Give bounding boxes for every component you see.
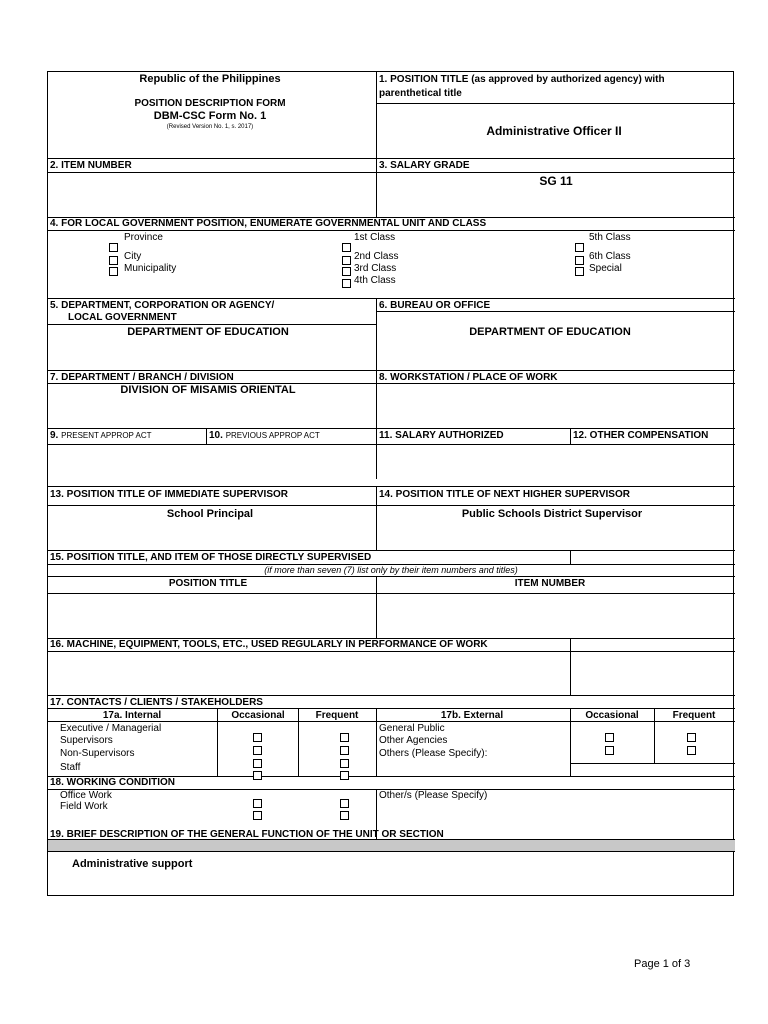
divider	[376, 576, 377, 638]
divider	[376, 311, 735, 312]
frequent-header-external: Frequent	[672, 710, 716, 721]
section-14-label: 14. POSITION TITLE OF NEXT HIGHER SUPERVISOR	[379, 489, 630, 500]
unit-province: Province	[124, 232, 163, 243]
section-2-label: 2. ITEM NUMBER	[50, 160, 132, 171]
divider	[654, 708, 655, 763]
divider	[48, 428, 735, 429]
divider	[376, 103, 735, 104]
divider	[48, 486, 735, 487]
class-special: Special	[589, 263, 622, 274]
section-10-text: PREVIOUS APPROP ACT	[225, 431, 320, 440]
checkbox-field-work-occasional[interactable]	[253, 811, 262, 820]
internal-supervisors: Supervisors	[60, 735, 113, 746]
internal-non-supervisors: Non-Supervisors	[60, 748, 135, 759]
checkbox-general-public-frequent[interactable]	[687, 733, 696, 742]
divider	[48, 695, 735, 696]
checkbox-city[interactable]	[109, 256, 118, 265]
class-5th: 5th Class	[589, 232, 631, 243]
form-name: POSITION DESCRIPTION FORM	[134, 98, 286, 109]
shaded-band	[48, 839, 735, 851]
checkbox-staff-occasional[interactable]	[253, 771, 262, 780]
section-9-text: PRESENT APPROP ACT	[61, 431, 152, 440]
section-1-label-2: parenthetical title	[379, 88, 462, 99]
divider	[48, 721, 735, 722]
section-15-label: 15. POSITION TITLE, AND ITEM OF THOSE DIRECTLY SUPERVISED	[50, 552, 372, 563]
form-number: DBM-CSC Form No. 1	[153, 110, 267, 122]
divider	[48, 324, 376, 325]
external-header: 17b. External	[440, 710, 504, 721]
checkbox-executive-occasional[interactable]	[253, 733, 262, 742]
division-value[interactable]: DIVISION OF MISAMIS ORIENTAL	[120, 384, 296, 396]
unit-municipality: Municipality	[124, 263, 177, 274]
divider	[570, 708, 571, 776]
class-3rd: 3rd Class	[354, 263, 397, 274]
checkbox-6th-class[interactable]	[575, 256, 584, 265]
divider	[48, 230, 735, 231]
checkbox-non-supervisors-frequent[interactable]	[340, 759, 349, 768]
section-5-label-2: LOCAL GOVERNMENT	[68, 312, 177, 323]
checkbox-executive-frequent[interactable]	[340, 733, 349, 742]
divider	[570, 550, 571, 564]
checkbox-3rd-class[interactable]	[342, 267, 351, 276]
section-19-label: 19. BRIEF DESCRIPTION OF THE GENERAL FUNCTION OF THE UNIT OR SECTION	[50, 829, 444, 840]
divider	[48, 444, 735, 445]
col-position-title: POSITION TITLE	[168, 578, 248, 589]
frequent-header-internal: Frequent	[315, 710, 359, 721]
section-17-label: 17. CONTACTS / CLIENTS / STAKEHOLDERS	[50, 697, 263, 708]
checkbox-special[interactable]	[575, 267, 584, 276]
section-13-label: 13. POSITION TITLE OF IMMEDIATE SUPERVISOR	[50, 489, 288, 500]
class-4th: 4th Class	[354, 275, 396, 286]
section-7-label: 7. DEPARTMENT / BRANCH / DIVISION	[50, 372, 234, 383]
checkbox-municipality[interactable]	[109, 267, 118, 276]
checkbox-province[interactable]	[109, 243, 118, 252]
section-3-label: 3. SALARY GRADE	[379, 160, 470, 171]
divider	[570, 763, 735, 764]
checkbox-staff-frequent[interactable]	[340, 771, 349, 780]
general-function-value[interactable]: Administrative support	[72, 858, 193, 870]
checkbox-non-supervisors-occasional[interactable]	[253, 759, 262, 768]
section-9-number: 9.	[50, 430, 59, 441]
divider	[48, 370, 735, 371]
bureau-value[interactable]: DEPARTMENT OF EDUCATION	[469, 326, 631, 338]
immediate-supervisor-value[interactable]: School Principal	[166, 508, 254, 520]
col-item-number: ITEM NUMBER	[514, 578, 586, 589]
divider	[48, 576, 735, 577]
internal-executive: Executive / Managerial	[60, 723, 162, 734]
checkbox-general-public-occasional[interactable]	[605, 733, 614, 742]
divider	[376, 298, 377, 479]
internal-header: 17a. Internal	[102, 710, 162, 721]
checkbox-office-work-occasional[interactable]	[253, 799, 262, 808]
section-8-label: 8. WORKSTATION / PLACE OF WORK	[379, 372, 558, 383]
section-15-note: (if more than seven (7) list only by their item numbers and titles)	[264, 565, 518, 575]
checkbox-other-agencies-occasional[interactable]	[605, 746, 614, 755]
divider	[48, 708, 735, 709]
divider	[298, 708, 299, 776]
condition-other: Other/s (Please Specify)	[379, 790, 488, 801]
condition-office-work: Office Work	[60, 790, 112, 801]
section-9-label	[50, 431, 152, 441]
checkbox-supervisors-frequent[interactable]	[340, 746, 349, 755]
revised-note: (Revised Version No. 1, s. 2017)	[166, 124, 254, 130]
divider	[48, 158, 735, 159]
checkbox-2nd-class[interactable]	[342, 256, 351, 265]
next-supervisor-value[interactable]: Public Schools District Supervisor	[461, 508, 643, 520]
divider	[48, 505, 735, 506]
checkbox-1st-class[interactable]	[342, 243, 351, 252]
salary-grade-value[interactable]: SG 11	[539, 174, 573, 188]
republic-heading: Republic of the Philippines	[139, 73, 281, 85]
section-16-label: 16. MACHINE, EQUIPMENT, TOOLS, ETC., USED REGULARLY IN PERFORMANCE OF WORK	[50, 639, 488, 650]
divider	[48, 298, 735, 299]
divider	[48, 651, 735, 652]
divider	[376, 486, 377, 550]
class-1st: 1st Class	[354, 232, 396, 243]
external-other-agencies: Other Agencies	[379, 735, 448, 746]
unit-city: City	[124, 251, 142, 262]
divider	[570, 638, 571, 695]
external-general-public: General Public	[379, 723, 445, 734]
section-11-label: 11. SALARY AUTHORIZED	[379, 430, 504, 441]
divider	[570, 428, 571, 444]
position-description-form	[47, 71, 734, 896]
checkbox-supervisors-occasional[interactable]	[253, 746, 262, 755]
section-1-label: 1. POSITION TITLE (as approved by authorized agency) with	[379, 74, 665, 85]
divider	[48, 593, 735, 594]
class-6th: 6th Class	[589, 251, 631, 262]
section-6-label: 6. BUREAU OR OFFICE	[379, 300, 491, 311]
section-4-label: 4. FOR LOCAL GOVERNMENT POSITION, ENUMERATE GOVERNMENTAL UNIT AND CLASS	[50, 218, 487, 229]
occasional-header-internal: Occasional	[231, 710, 285, 721]
divider	[48, 172, 735, 173]
divider	[376, 708, 377, 776]
agency-value[interactable]: DEPARTMENT OF EDUCATION	[127, 326, 289, 338]
occasional-header-external: Occasional	[585, 710, 639, 721]
divider	[206, 428, 207, 444]
checkbox-other-agencies-frequent[interactable]	[687, 746, 696, 755]
checkbox-field-work-frequent[interactable]	[340, 811, 349, 820]
divider	[48, 851, 735, 852]
section-5-label: 5. DEPARTMENT, CORPORATION OR AGENCY/	[50, 300, 275, 311]
position-title-value[interactable]: Administrative Officer II	[486, 124, 622, 138]
external-others: Others (Please Specify):	[379, 748, 488, 759]
divider	[217, 708, 218, 776]
divider	[376, 72, 377, 217]
checkbox-office-work-frequent[interactable]	[340, 799, 349, 808]
section-10-number: 10.	[209, 430, 223, 441]
internal-staff: Staff	[60, 762, 81, 773]
section-10-label	[209, 431, 320, 441]
page-number: Page 1 of 3	[634, 958, 691, 970]
section-12-label: 12. OTHER COMPENSATION	[573, 430, 709, 441]
section-18-label: 18. WORKING CONDITION	[50, 777, 176, 788]
divider	[48, 550, 735, 551]
class-2nd: 2nd Class	[354, 251, 399, 262]
checkbox-5th-class[interactable]	[575, 243, 584, 252]
condition-field-work: Field Work	[60, 801, 108, 812]
checkbox-4th-class[interactable]	[342, 279, 351, 288]
